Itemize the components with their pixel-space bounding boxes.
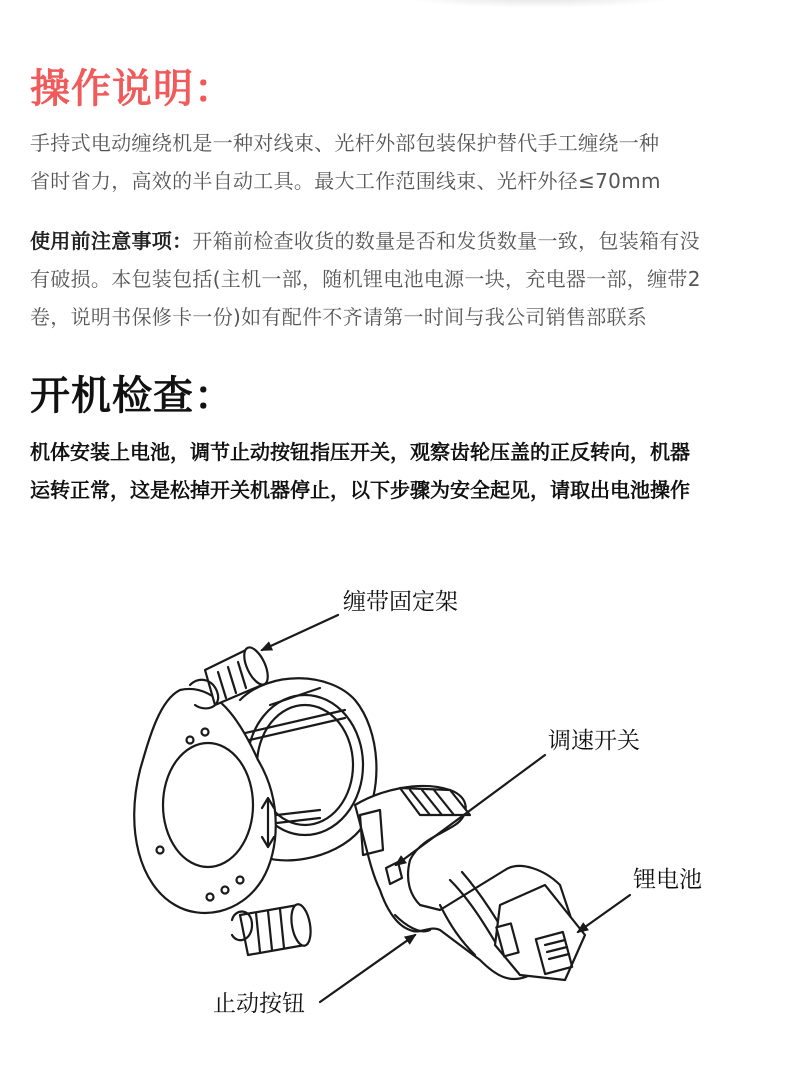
battery-pointer (578, 895, 630, 932)
startup-line-2: 运转正常，这是松掉开关机器停止，以下步骤为安全起见，请取出电池操作 (30, 478, 690, 502)
label-tape-holder: 缠带固定架 (343, 589, 458, 615)
precautions-line-2: 有破损。本包装包括(主机一部，随机锂电池电源一块，充电器一部，缠带2 (30, 267, 701, 291)
startup-line-1: 机体安装上电池，调节止动按钮指压开关，观察齿轮压盖的正反转向，机器 (30, 440, 690, 464)
stop-button-pointer (320, 935, 415, 1002)
intro-line-2: 省时省力，高效的半自动工具。最大工作范围线束、光杆外径≤70mm (30, 169, 661, 193)
precautions-line-3: 卷，说明书保修卡一份)如有配件不齐请第一时间与我公司销售部联系 (30, 305, 648, 329)
label-speed-switch: 调速开关 (548, 728, 640, 754)
front-plate (134, 689, 276, 913)
section-title-operation: 操作说明： (30, 66, 235, 112)
precautions-lead: 使用前注意事项： (30, 229, 193, 253)
section-title-startup-check: 开机检查： (30, 373, 235, 419)
label-stop-button: 止动按钮 (213, 991, 305, 1017)
label-battery: 锂电池 (633, 867, 702, 893)
tape-holder-pointer (262, 615, 338, 650)
intro-line-1: 手持式电动缠绕机是一种对线束、光杆外部包装保护替代手工缠绕一种 (30, 131, 660, 155)
bottom-tape-roll (232, 903, 314, 955)
precautions-line-1: 开箱前检查收货的数量是否和发货数量一致，包装箱有没 (192, 229, 700, 253)
